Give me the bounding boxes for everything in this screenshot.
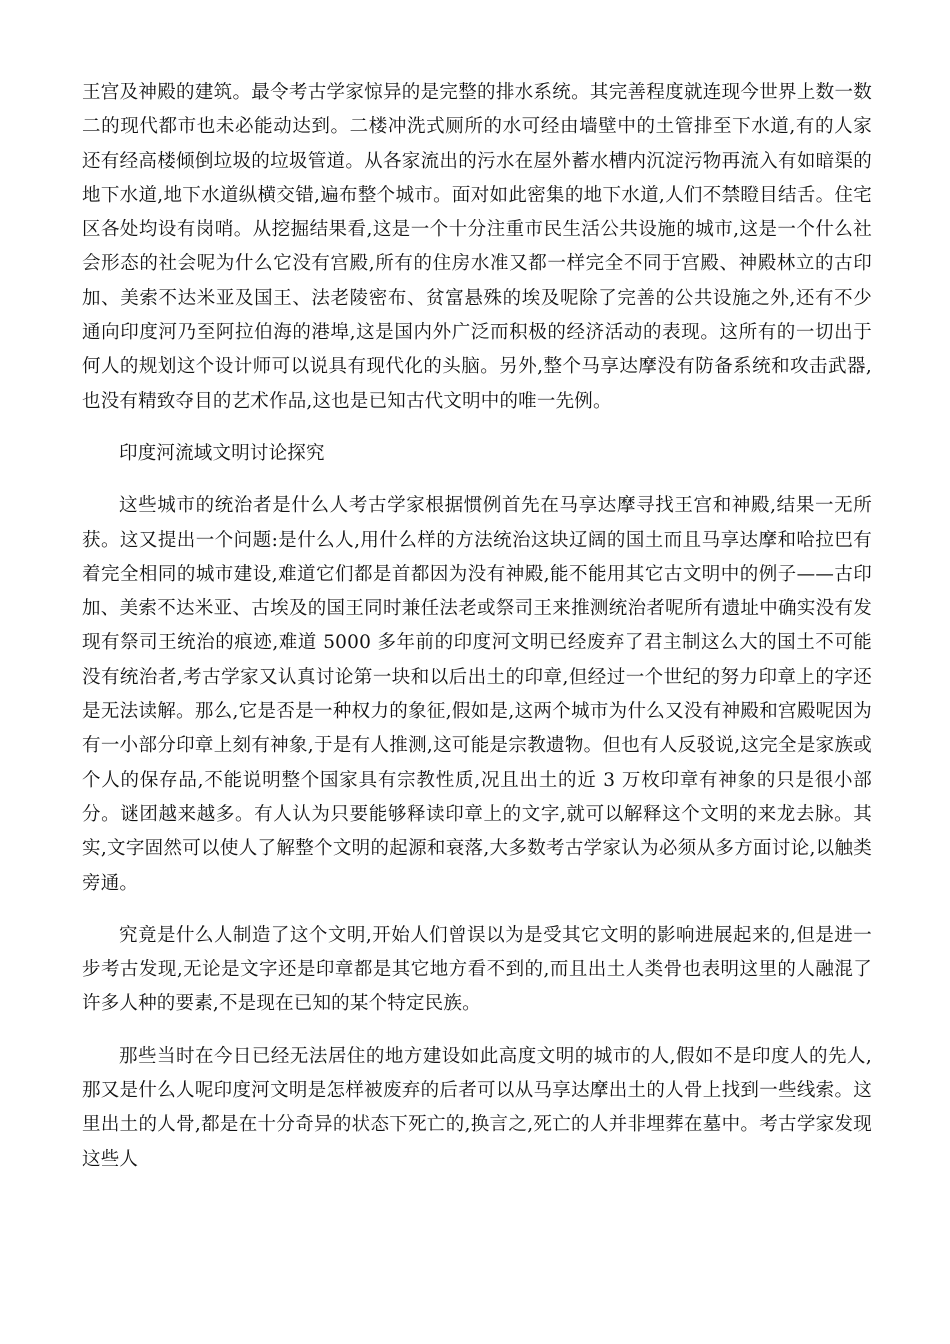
paragraph-rulers: 这些城市的统治者是什么人考古学家根据惯例首先在马享达摩寻找王宫和神殿,结果一无所获。这又提出一个问题:是什么人,用什么样的方法统治这块辽阔的国土而且马享达摩和哈拉巴有着完全相同的城市建设,难道它们都是首都因为没有神殿,能不能用其它古文明中的例子——古印加、美索不达米亚、古埃及的国王同时兼任法老或祭司王来推测统治者呢所有遗址中确实没有发现有祭司王统治的痕迹,难道 5000 多年前的印度河文明已经废弃了君主制这么大的国土不可能没有统治者,考古学家又认真讨论第一块和以后出土的印章,但经过一个世纪的努力印章上的字还是无法读解。那么,它是否是一种权力的象征,假如是,这两个城市为什么又没有神殿和宫殿呢因为有一小部分印章上刻有神象,于是有人推测,这可能是宗教遗物。但也有人反驳说,这完全是家族或个人的保存品,不能说明整个国家具有宗教性质,况且出土的近 3 万枚印章有神象的只是很小部分。谜团越来越多。有人认为只要能够释读印章上的文字,就可以解释这个文明的来龙去脉。其实,文字固然可以使人了解整个文明的起源和衰落,大多数考古学家认为必须从多方面讨论,以触类旁通。 xyxy=(82,495,872,894)
paragraph-drainage-system: 王宫及神殿的建筑。最令考古学家惊异的是完整的排水系统。其完善程度就连现今世界上数一数二的现代都市也未必能动达到。二楼冲洗式厕所的水可经由墙壁中的土管排至下水道,有的人家还有经高楼倾倒垃圾的垃圾管道。从各家流出的污水在屋外蓄水槽内沉淀污物再流入有如暗渠的地下水道,地下水道纵横交错,遍布整个城市。面对如此密集的地下水道,人们不禁瞪目结舌。住宅区各处均设有岗哨。从挖掘结果看,这是一个十分注重市民生活公共设施的城市,这是一个什么社会形态的社会呢为什么它没有宫殿,所有的住房水准又都一样完全不同于宫殿、神殿林立的古印加、美索不达米亚及国王、法老陵密布、贫富悬殊的埃及呢除了完善的公共设施之外,还有不少通向印度河乃至阿拉伯海的港埠,这是国内外广泛而积极的经济活动的表现。这所有的一切出于何人的规划这个设计师可以说具有现代化的头脑。另外,整个马享达摩没有防备系统和攻击武器,也没有精致夺目的艺术作品,这也是已知古代文明中的唯一先例。 xyxy=(82,82,872,412)
document-page xyxy=(82,76,872,1177)
paragraph-abandonment: 那些当时在今日已经无法居住的地方建设如此高度文明的城市的人,假如不是印度人的先人,那又是什么人呢印度河文明是怎样被废弃的后者可以从马享达摩出土的人骨上找到一些线索。这里出土的人骨,都是在十分奇异的状态下死亡的,换言之,死亡的人并非埋葬在墓中。考古学家发现这些人 xyxy=(82,1045,872,1170)
section-heading: 印度河流域文明讨论探究 xyxy=(119,442,325,464)
paragraph-origin: 究竟是什么人制造了这个文明,开始人们曾误以为是受其它文明的影响进展起来的,但是进一步考古发现,无论是文字还是印章都是其它地方看不到的,而且出土人类骨也表明这里的人融混了许多人种的要素,不是现在已知的某个特定民族。 xyxy=(82,924,872,1015)
